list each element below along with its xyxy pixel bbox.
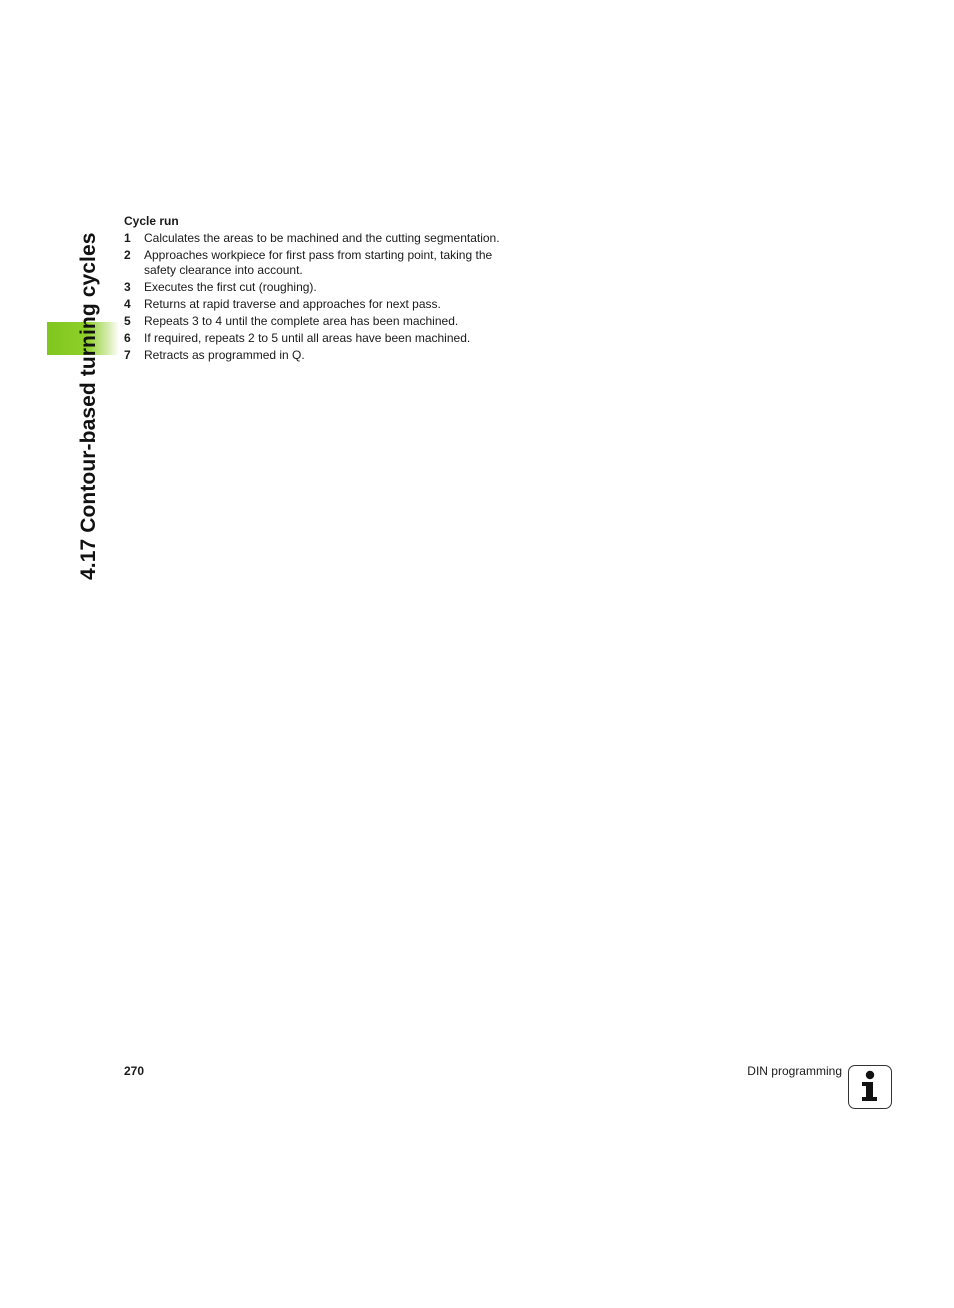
step-text: Retracts as programmed in Q. bbox=[144, 348, 305, 362]
step-number: 2 bbox=[124, 248, 131, 262]
list-item bbox=[124, 248, 514, 278]
footer-section-title: DIN programming bbox=[747, 1064, 842, 1078]
step-number: 3 bbox=[124, 280, 131, 294]
step-text: Executes the first cut (roughing). bbox=[144, 280, 317, 294]
step-text: Calculates the areas to be machined and the cutting segmentation. bbox=[144, 231, 500, 245]
list-item bbox=[124, 331, 514, 346]
step-number: 6 bbox=[124, 331, 131, 345]
chapter-title: 4.17 Contour-based turning cycles bbox=[77, 232, 100, 580]
list-item bbox=[124, 297, 514, 312]
step-number: 5 bbox=[124, 314, 131, 328]
section-heading: Cycle run bbox=[124, 214, 179, 228]
list-item bbox=[124, 280, 514, 295]
step-number: 7 bbox=[124, 348, 131, 362]
step-text: Repeats 3 to 4 until the complete area has been machined. bbox=[144, 314, 459, 328]
list-item bbox=[124, 348, 514, 363]
step-text: Returns at rapid traverse and approaches for next pass. bbox=[144, 297, 441, 311]
list-item bbox=[124, 314, 514, 329]
step-number: 4 bbox=[124, 297, 131, 311]
step-text: If required, repeats 2 to 5 until all areas have been machined. bbox=[144, 331, 471, 345]
info-icon bbox=[848, 1065, 892, 1109]
steps-list bbox=[124, 231, 514, 363]
list-item bbox=[124, 231, 514, 246]
main-content bbox=[124, 213, 514, 365]
step-text: Approaches workpiece for first pass from starting point, taking the safety clearance into account. bbox=[144, 248, 493, 277]
page-number: 270 bbox=[124, 1064, 145, 1078]
step-number: 1 bbox=[124, 231, 131, 245]
